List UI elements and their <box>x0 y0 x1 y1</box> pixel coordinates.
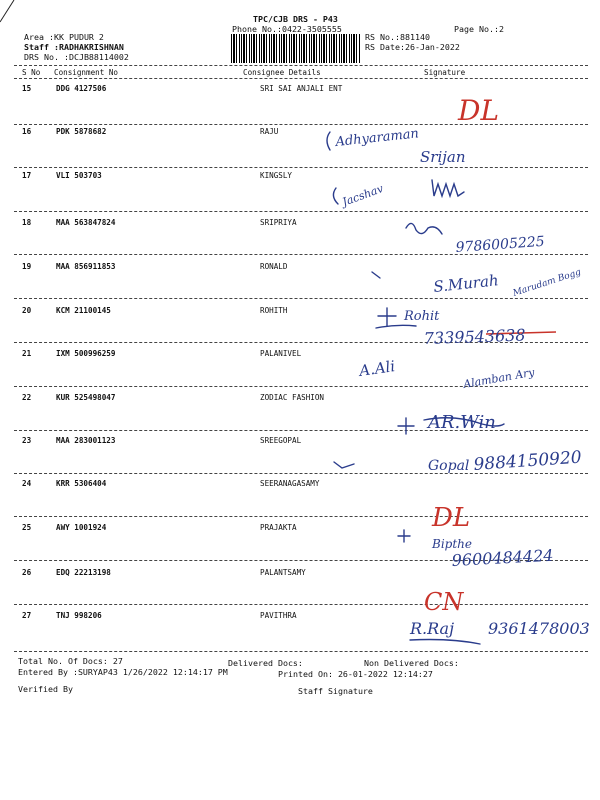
row-consignee: PAVITHRA <box>260 611 297 620</box>
row-sno: 19 <box>22 262 32 271</box>
row-sno: 18 <box>22 218 32 227</box>
row-consignee: PALANIVEL <box>260 349 302 358</box>
red-strike-row21 <box>486 332 556 334</box>
row-consignee: SREEGOPAL <box>260 436 302 445</box>
row-consignment: MAA 283001123 <box>56 436 116 445</box>
row-divider <box>14 430 588 431</box>
non-delivered-docs: Non Delivered Docs: <box>364 658 459 668</box>
row-divider <box>14 167 588 168</box>
table-row <box>0 436 600 448</box>
row-divider <box>14 342 588 343</box>
row-consignment: KCM 21100145 <box>56 306 111 315</box>
phone-number: Phone No.:0422-3505555 <box>232 24 342 34</box>
row20-phone: 7339543638 <box>423 325 526 348</box>
row21-signature: A.Ali <box>358 357 397 380</box>
table-row <box>0 306 600 318</box>
row-consignee: RONALD <box>260 262 288 271</box>
table-row <box>0 171 600 183</box>
table-row <box>0 479 600 491</box>
row-consignee: KINGSLY <box>260 171 293 180</box>
row20-underline <box>376 325 416 328</box>
col-signature: Signature <box>424 68 466 77</box>
row-consignment: EDQ 22213198 <box>56 568 111 577</box>
staff-label: Staff :RADHAKRISHNAN <box>24 42 124 52</box>
row-consignment: KUR 525498047 <box>56 393 116 402</box>
row-consignee: PALANTSAMY <box>260 568 306 577</box>
row23-prefix: Gopal <box>428 458 470 474</box>
row-consignment: PDK 5878682 <box>56 127 107 136</box>
printed-on: Printed On: 26-01-2022 12:14:27 <box>278 669 433 679</box>
row-consignee: ROHITH <box>260 306 288 315</box>
row-divider <box>14 124 588 125</box>
row-consignee: SRIPRIYA <box>260 218 297 227</box>
row-divider <box>14 516 588 517</box>
col-sno: S No <box>22 68 41 77</box>
row23-phone: 9884150920 <box>472 447 583 475</box>
barcode <box>231 34 361 63</box>
row25-phone: 9600484424 <box>451 545 554 570</box>
table-row <box>0 218 600 230</box>
table-row <box>0 393 600 405</box>
row27-signature: R.Raj <box>410 619 455 638</box>
row20-signature: Rohit <box>404 309 440 324</box>
row-consignment: VLI 503703 <box>56 171 102 180</box>
dl-mark-top: DL <box>458 94 500 127</box>
col-consignee: Consignee Details <box>243 68 321 77</box>
row17-bracket <box>333 188 338 204</box>
row23-check <box>334 462 354 468</box>
total-docs: Total No. Of Docs: 27 <box>18 656 123 666</box>
row-divider <box>14 386 588 387</box>
row-sno: 16 <box>22 127 32 136</box>
row-consignee: PRAJAKTA <box>260 523 297 532</box>
row-consignee: SEERANAGASAMY <box>260 479 320 488</box>
row-sno: 23 <box>22 436 32 445</box>
row-sno: 26 <box>22 568 32 577</box>
row-consignment: AWY 1001924 <box>56 523 107 532</box>
row-divider <box>14 651 588 652</box>
row19-signature: S.Murah <box>432 271 500 296</box>
row-sno: 27 <box>22 611 32 620</box>
row-consignment: TNJ 998206 <box>56 611 102 620</box>
row21-note: Alamban Ary <box>462 365 536 391</box>
scan-corner-mark <box>0 0 20 30</box>
row-consignment: MAA 856911853 <box>56 262 116 271</box>
row19-note: Marudam Bogg <box>511 267 583 299</box>
row-consignee: SRI SAI ANJALI ENT <box>260 84 343 93</box>
row22-signature: AR.Win <box>428 412 496 433</box>
table-row <box>0 568 600 580</box>
row18-phone: 9786005225 <box>455 233 546 256</box>
header-divider-bottom <box>14 78 588 79</box>
row17-signature: Jacshav <box>340 182 386 209</box>
row-sno: 20 <box>22 306 32 315</box>
row-sno: 24 <box>22 479 32 488</box>
row-sno: 21 <box>22 349 32 358</box>
delivered-docs: Delivered Docs: <box>228 658 303 668</box>
row-sno: 22 <box>22 393 32 402</box>
row-consignee: ZODIAC FASHION <box>260 393 325 402</box>
header-divider-top <box>14 65 588 66</box>
table-row <box>0 523 600 535</box>
row-sno: 25 <box>22 523 32 532</box>
row-consignment: MAA 563847824 <box>56 218 116 227</box>
row-consignment: DDG 4127506 <box>56 84 107 93</box>
cn-mark: CN <box>424 588 464 616</box>
table-row <box>0 611 600 623</box>
dl-mark-middle: DL <box>432 503 471 533</box>
verified-by: Verified By <box>18 684 73 694</box>
row-divider <box>14 473 588 474</box>
row-divider <box>14 604 588 605</box>
row-divider <box>14 211 588 212</box>
table-row <box>0 349 600 361</box>
row-sno: 15 <box>22 84 32 93</box>
row22-cross <box>398 418 414 434</box>
row27-underline <box>410 640 480 645</box>
table-row <box>0 262 600 274</box>
entered-by: Entered By :SURYAP43 1/26/2022 12:14:17 PM <box>18 667 228 677</box>
table-row <box>0 127 600 139</box>
rs-number: RS No.:881140 <box>365 32 430 42</box>
row22-box <box>424 418 504 426</box>
row-consignment: KRR 5306404 <box>56 479 107 488</box>
table-row <box>0 84 600 96</box>
row-sno: 17 <box>22 171 32 180</box>
staff-signature-label: Staff Signature <box>298 686 373 696</box>
area-label: Area :KK PUDUR 2 <box>24 32 104 42</box>
document-title: TPC/CJB DRS - P43 <box>253 14 338 24</box>
page-number: Page No.:2 <box>454 24 504 34</box>
row27-phone: 9361478003 <box>488 619 590 638</box>
row-divider <box>14 254 588 255</box>
row-consignment: IXM 500996259 <box>56 349 116 358</box>
row25-signature: Bipthe <box>432 537 472 551</box>
row-divider <box>14 560 588 561</box>
row16-signature: Adhyaraman <box>334 126 420 150</box>
row-consignee: RAJU <box>260 127 279 136</box>
col-consignment: Consignment No <box>54 68 119 77</box>
row16-signature-2: Srijan <box>420 148 466 166</box>
drs-number: DRS No. :DCJB88114002 <box>24 52 129 62</box>
row-divider <box>14 298 588 299</box>
rs-date: RS Date:26-Jan-2022 <box>365 42 460 52</box>
